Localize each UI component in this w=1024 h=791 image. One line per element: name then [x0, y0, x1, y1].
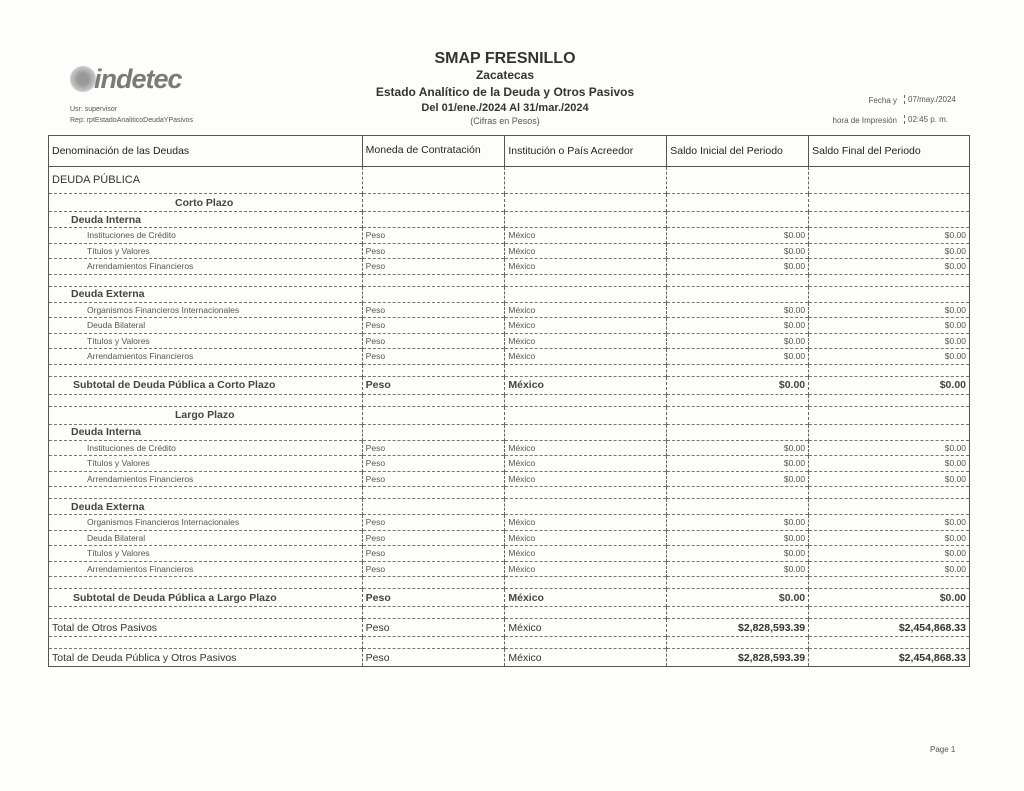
- table-row-plazo: [49, 194, 970, 212]
- cell-moneda: [362, 637, 505, 649]
- cell-saldo-inicial: [667, 286, 809, 302]
- table-header-row: [49, 136, 970, 167]
- cell-saldo-inicial: $0.00: [667, 440, 809, 456]
- cell-moneda: [362, 364, 505, 376]
- cell-saldo-final: $0.00: [809, 546, 970, 562]
- table-row-item: [49, 259, 970, 275]
- spacer-row: [49, 577, 970, 589]
- cell-denominacion: DEUDA PÚBLICA: [49, 167, 363, 194]
- cell-saldo-final: [809, 637, 970, 649]
- cell-saldo-inicial: $0.00: [667, 589, 809, 607]
- cell-saldo-inicial: $0.00: [667, 546, 809, 562]
- cell-saldo-final: $0.00: [809, 561, 970, 577]
- col-header-denominacion: Denominación de las Deudas: [49, 136, 363, 167]
- cell-saldo-inicial: $0.00: [667, 471, 809, 487]
- cell-denominacion: Deuda Externa: [49, 286, 363, 302]
- cell-denominacion: Arrendamientos Financieros: [49, 471, 363, 487]
- cell-institucion: [505, 577, 667, 589]
- table-row-item: [49, 471, 970, 487]
- cell-moneda: [362, 499, 505, 515]
- logo-globe-icon: [70, 66, 96, 92]
- cell-institucion: [505, 167, 667, 194]
- cell-denominacion: Títulos y Valores: [49, 243, 363, 259]
- cell-moneda: [362, 424, 505, 440]
- cell-institucion: México: [505, 228, 667, 244]
- cell-saldo-final: $0.00: [809, 530, 970, 546]
- cell-saldo-final: [809, 406, 970, 424]
- cell-moneda: Peso: [362, 302, 505, 318]
- cell-saldo-final: [809, 394, 970, 406]
- cell-saldo-final: [809, 364, 970, 376]
- cell-institucion: México: [505, 530, 667, 546]
- report-period: Del 01/ene./2024 Al 31/mar./2024: [421, 102, 589, 114]
- org-name: SMAP FRESNILLO: [434, 50, 576, 67]
- cell-institucion: México: [505, 561, 667, 577]
- cell-saldo-final: $0.00: [809, 440, 970, 456]
- cell-saldo-final: $0.00: [809, 376, 970, 394]
- cell-saldo-final: [809, 194, 970, 212]
- cell-moneda: Peso: [362, 333, 505, 349]
- cell-saldo-final: [809, 487, 970, 499]
- indetec-logo: [68, 58, 198, 98]
- cell-saldo-inicial: [667, 487, 809, 499]
- cell-denominacion: Organismos Financieros Internacionales: [49, 302, 363, 318]
- cell-moneda: Peso: [362, 349, 505, 365]
- cell-institucion: [505, 424, 667, 440]
- cell-saldo-inicial: $0.00: [667, 530, 809, 546]
- cell-denominacion: Total de Otros Pasivos: [49, 619, 363, 637]
- cell-moneda: Peso: [362, 228, 505, 244]
- cell-institucion: [505, 364, 667, 376]
- cell-saldo-final: [809, 274, 970, 286]
- cell-institucion: México: [505, 471, 667, 487]
- col-header-saldo-inicial: Saldo Inicial del Periodo: [667, 136, 809, 167]
- cell-denominacion: Arrendamientos Financieros: [49, 561, 363, 577]
- cell-denominacion: Total de Deuda Pública y Otros Pasivos: [49, 649, 363, 667]
- cell-institucion: México: [505, 649, 667, 667]
- cell-denominacion: Arrendamientos Financieros: [49, 259, 363, 275]
- cell-saldo-final: $0.00: [809, 349, 970, 365]
- cell-moneda: [362, 286, 505, 302]
- cell-saldo-inicial: [667, 637, 809, 649]
- cell-institucion: México: [505, 589, 667, 607]
- cell-institucion: México: [505, 456, 667, 472]
- spacer-row: [49, 394, 970, 406]
- cell-denominacion: Deuda Bilateral: [49, 318, 363, 334]
- cell-institucion: México: [505, 302, 667, 318]
- cell-moneda: Peso: [362, 530, 505, 546]
- cell-denominacion: [49, 394, 363, 406]
- cell-saldo-final: $0.00: [809, 302, 970, 318]
- cell-denominacion: Instituciones de Crédito: [49, 228, 363, 244]
- cell-denominacion: Deuda Externa: [49, 499, 363, 515]
- cell-moneda: Peso: [362, 619, 505, 637]
- fecha-value: 07/may./2024: [904, 95, 956, 104]
- cell-saldo-inicial: $0.00: [667, 318, 809, 334]
- table-row-subtotal: [49, 376, 970, 394]
- cell-saldo-inicial: $0.00: [667, 456, 809, 472]
- cell-moneda: Peso: [362, 515, 505, 531]
- cell-moneda: Peso: [362, 318, 505, 334]
- cell-denominacion: [49, 637, 363, 649]
- cell-saldo-inicial: $0.00: [667, 333, 809, 349]
- cell-moneda: Peso: [362, 589, 505, 607]
- cell-institucion: México: [505, 259, 667, 275]
- cell-denominacion: [49, 607, 363, 619]
- cell-institucion: [505, 212, 667, 228]
- table-row-total: [49, 649, 970, 667]
- cell-denominacion: Arrendamientos Financieros: [49, 349, 363, 365]
- spacer-row: [49, 274, 970, 286]
- cell-moneda: [362, 607, 505, 619]
- cell-institucion: México: [505, 515, 667, 531]
- cell-saldo-inicial: $0.00: [667, 349, 809, 365]
- cell-institucion: [505, 286, 667, 302]
- cell-denominacion: Títulos y Valores: [49, 546, 363, 562]
- cell-institucion: México: [505, 619, 667, 637]
- cell-saldo-inicial: [667, 194, 809, 212]
- cell-denominacion: Subtotal de Deuda Pública a Corto Plazo: [49, 376, 363, 394]
- cell-saldo-final: $0.00: [809, 456, 970, 472]
- cell-saldo-inicial: $2,828,593.39: [667, 619, 809, 637]
- cell-denominacion: [49, 364, 363, 376]
- cell-moneda: Peso: [362, 440, 505, 456]
- cell-moneda: [362, 167, 505, 194]
- hora-label: hora de Impresión: [832, 116, 897, 125]
- cell-saldo-final: [809, 607, 970, 619]
- table-row-item: [49, 561, 970, 577]
- cell-saldo-inicial: $0.00: [667, 376, 809, 394]
- cell-institucion: México: [505, 318, 667, 334]
- cell-saldo-final: $0.00: [809, 471, 970, 487]
- units-note: (Cifras en Pesos): [470, 116, 540, 126]
- cell-institucion: México: [505, 243, 667, 259]
- cell-saldo-inicial: [667, 607, 809, 619]
- cell-denominacion: [49, 487, 363, 499]
- table-row-plazo: [49, 406, 970, 424]
- cell-saldo-final: $0.00: [809, 243, 970, 259]
- cell-moneda: [362, 487, 505, 499]
- cell-saldo-final: [809, 499, 970, 515]
- cell-saldo-final: $0.00: [809, 318, 970, 334]
- cell-denominacion: Títulos y Valores: [49, 333, 363, 349]
- user-label: Usr: supervisor: [70, 106, 118, 113]
- cell-moneda: Peso: [362, 259, 505, 275]
- table-row-group: [49, 212, 970, 228]
- cell-saldo-final: [809, 212, 970, 228]
- cell-institucion: [505, 406, 667, 424]
- cell-saldo-final: [809, 167, 970, 194]
- table-row-item: [49, 243, 970, 259]
- cell-denominacion: Corto Plazo: [49, 194, 363, 212]
- table-row-item: [49, 456, 970, 472]
- cell-saldo-inicial: [667, 424, 809, 440]
- table-row-subtotal: [49, 589, 970, 607]
- cell-institucion: [505, 274, 667, 286]
- cell-institucion: México: [505, 440, 667, 456]
- cell-moneda: Peso: [362, 456, 505, 472]
- cell-saldo-final: $0.00: [809, 515, 970, 531]
- col-header-moneda: Moneda de Contratación: [362, 136, 505, 167]
- table-row-section: [49, 167, 970, 194]
- table-row-item: [49, 349, 970, 365]
- col-header-institucion: Institución o País Acreedor: [505, 136, 667, 167]
- cell-institucion: México: [505, 376, 667, 394]
- cell-saldo-inicial: $0.00: [667, 302, 809, 318]
- cell-saldo-final: $0.00: [809, 333, 970, 349]
- table-row-item: [49, 318, 970, 334]
- page-number: Page 1: [930, 745, 956, 754]
- debt-table: [48, 135, 970, 667]
- table-row-item: [49, 530, 970, 546]
- cell-saldo-final: $2,454,868.33: [809, 619, 970, 637]
- cell-moneda: Peso: [362, 471, 505, 487]
- table-row-item: [49, 515, 970, 531]
- cell-institucion: [505, 499, 667, 515]
- cell-moneda: [362, 406, 505, 424]
- table-row-item: [49, 333, 970, 349]
- cell-institucion: México: [505, 546, 667, 562]
- spacer-row: [49, 487, 970, 499]
- hora-value: 02:45 p. m.: [904, 115, 948, 124]
- spacer-row: [49, 637, 970, 649]
- table-row-group: [49, 499, 970, 515]
- cell-denominacion: Largo Plazo: [49, 406, 363, 424]
- cell-saldo-final: $2,454,868.33: [809, 649, 970, 667]
- cell-moneda: [362, 394, 505, 406]
- cell-moneda: Peso: [362, 649, 505, 667]
- cell-moneda: [362, 577, 505, 589]
- cell-saldo-inicial: [667, 364, 809, 376]
- cell-institucion: [505, 487, 667, 499]
- table-row-item: [49, 440, 970, 456]
- cell-saldo-inicial: $0.00: [667, 259, 809, 275]
- cell-saldo-inicial: [667, 394, 809, 406]
- cell-institucion: México: [505, 349, 667, 365]
- cell-saldo-inicial: $2,828,593.39: [667, 649, 809, 667]
- cell-denominacion: Títulos y Valores: [49, 456, 363, 472]
- table-row-total: [49, 619, 970, 637]
- table-row-group: [49, 424, 970, 440]
- cell-institucion: México: [505, 333, 667, 349]
- cell-denominacion: [49, 274, 363, 286]
- cell-saldo-inicial: [667, 167, 809, 194]
- cell-saldo-final: $0.00: [809, 228, 970, 244]
- col-header-saldo-final: Saldo Final del Periodo: [809, 136, 970, 167]
- cell-denominacion: Organismos Financieros Internacionales: [49, 515, 363, 531]
- cell-saldo-inicial: $0.00: [667, 515, 809, 531]
- cell-denominacion: Instituciones de Crédito: [49, 440, 363, 456]
- cell-saldo-inicial: [667, 406, 809, 424]
- table-row-item: [49, 546, 970, 562]
- cell-moneda: [362, 212, 505, 228]
- table-row-item: [49, 228, 970, 244]
- report-title: Estado Analítico de la Deuda y Otros Pasivos: [375, 85, 635, 99]
- cell-saldo-final: [809, 286, 970, 302]
- report-id: Rep: rptEstadoAnaliticoDeudaYPasivos: [70, 117, 193, 124]
- cell-saldo-inicial: [667, 499, 809, 515]
- cell-saldo-inicial: $0.00: [667, 228, 809, 244]
- cell-institucion: [505, 394, 667, 406]
- cell-saldo-final: $0.00: [809, 259, 970, 275]
- cell-moneda: [362, 274, 505, 286]
- cell-saldo-final: [809, 424, 970, 440]
- logo-text: indetec: [94, 64, 182, 94]
- cell-saldo-inicial: [667, 212, 809, 228]
- cell-denominacion: [49, 577, 363, 589]
- state-name: Zacatecas: [475, 68, 535, 82]
- cell-moneda: [362, 194, 505, 212]
- spacer-row: [49, 364, 970, 376]
- cell-denominacion: Deuda Bilateral: [49, 530, 363, 546]
- cell-institucion: [505, 194, 667, 212]
- cell-institucion: [505, 607, 667, 619]
- cell-saldo-inicial: $0.00: [667, 561, 809, 577]
- fecha-label: Fecha y: [868, 96, 897, 105]
- cell-saldo-inicial: $0.00: [667, 243, 809, 259]
- cell-denominacion: Subtotal de Deuda Pública a Largo Plazo: [49, 589, 363, 607]
- cell-moneda: Peso: [362, 561, 505, 577]
- cell-saldo-final: [809, 577, 970, 589]
- cell-moneda: Peso: [362, 243, 505, 259]
- table-row-group: [49, 286, 970, 302]
- cell-denominacion: Deuda Interna: [49, 424, 363, 440]
- cell-moneda: Peso: [362, 376, 505, 394]
- cell-moneda: Peso: [362, 546, 505, 562]
- cell-saldo-inicial: [667, 274, 809, 286]
- table-row-item: [49, 302, 970, 318]
- cell-institucion: [505, 637, 667, 649]
- spacer-row: [49, 607, 970, 619]
- cell-denominacion: Deuda Interna: [49, 212, 363, 228]
- cell-saldo-inicial: [667, 577, 809, 589]
- cell-saldo-final: $0.00: [809, 589, 970, 607]
